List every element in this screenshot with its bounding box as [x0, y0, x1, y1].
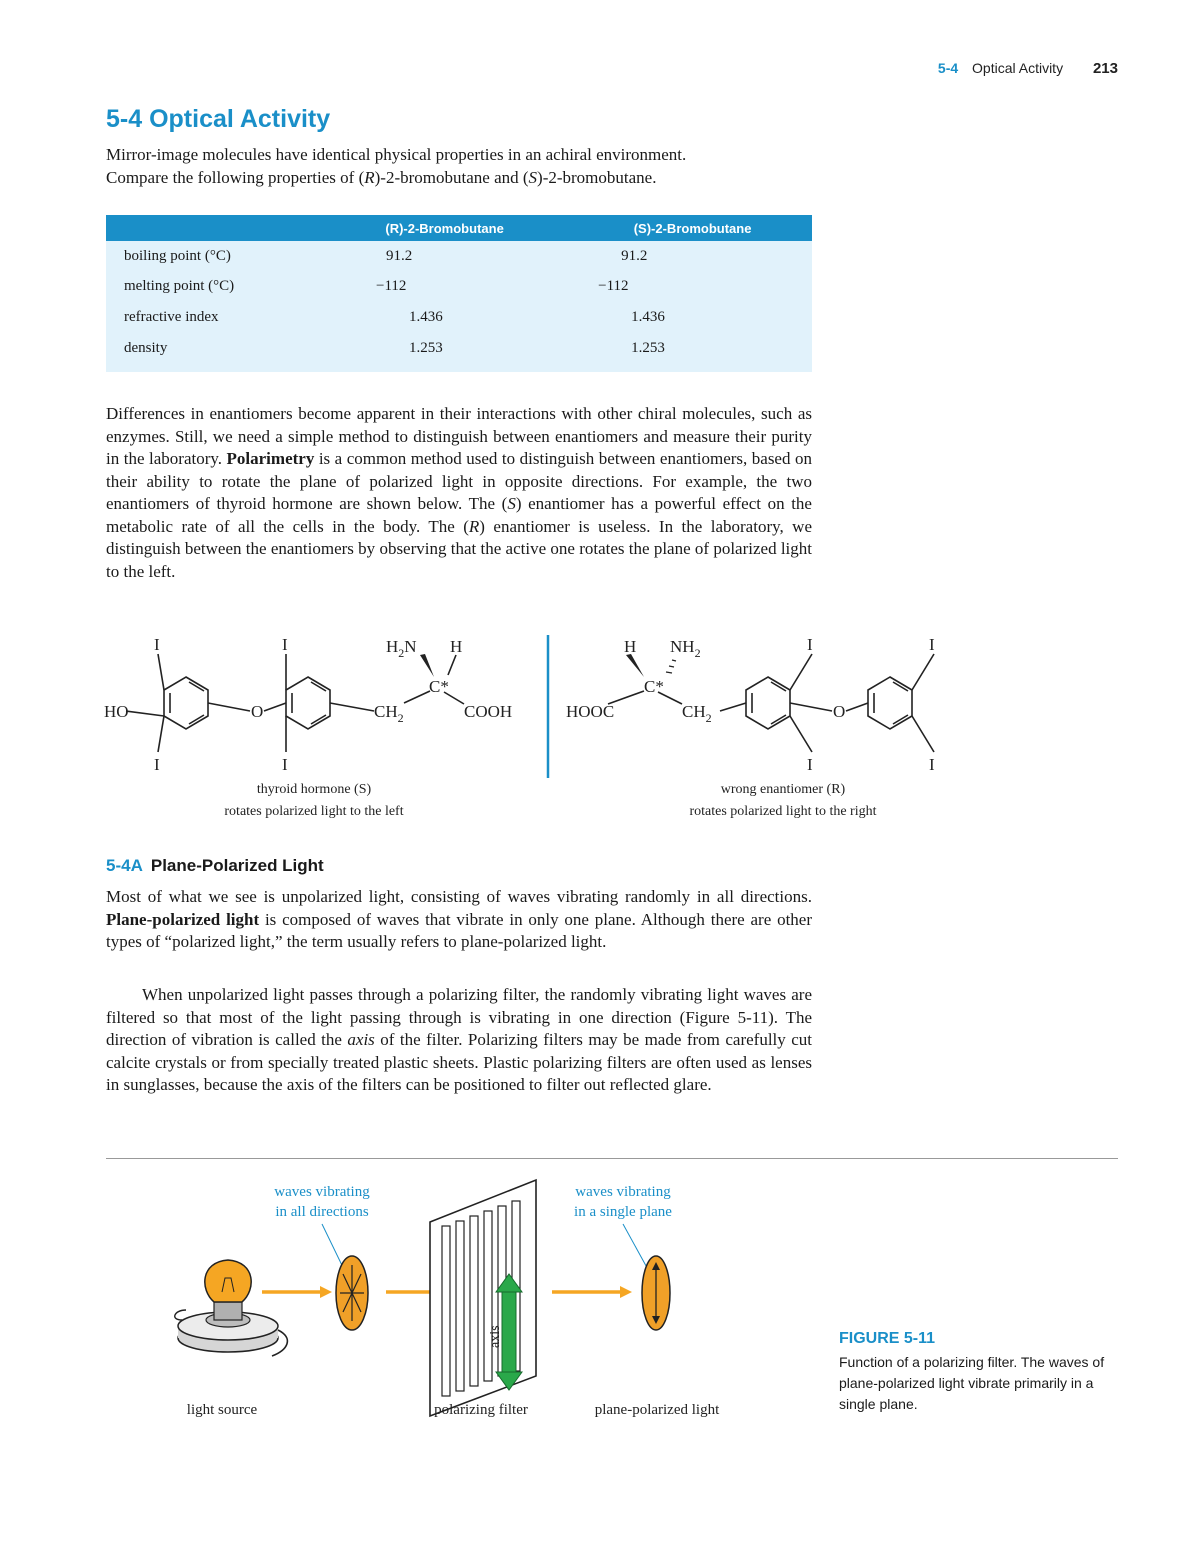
caption-wrong-enantiomer: wrong enantiomer (R)	[720, 782, 846, 797]
table-cell-r-value: 1.436	[409, 309, 443, 326]
label-light-source: light source	[186, 1402, 258, 1418]
table-cell-s-value: 1.436	[631, 309, 665, 326]
caption-thyroid-hormone: thyroid hormone (S)	[256, 782, 372, 797]
atom-iodine: I	[154, 755, 160, 774]
table-row	[106, 241, 812, 272]
atom-h2n: $H_2N$	[386, 637, 417, 660]
label-waves-all-2: in all directions	[275, 1204, 369, 1220]
table-cell-property: refractive index	[124, 309, 219, 326]
paragraph-plane-polarized: Most of what we see is unpolarized light, consisting of waves vibrating randomly in all directions. Plane-polarized light is composed of waves that vibrate in only one plane. Although there are other types of “polarized light,” the term usually refers to plane-polarized light.	[106, 887, 812, 951]
figure-caption	[839, 1330, 1129, 1415]
wedge-bond	[626, 654, 644, 677]
page-number: 213	[1092, 60, 1118, 77]
atom-oxygen: O	[833, 702, 846, 721]
table-cell-r-value: −112	[376, 278, 407, 295]
wedge-bond	[420, 654, 434, 677]
caption-rotates-right: rotates polarized light to the right	[689, 804, 877, 819]
paragraph-polarizing-filter: When unpolarized light passes through a polarizing filter, the randomly vibrating light waves are filtered so that most of the light passing through is vibrating in one direction (Figure 5-11). The direction of vibration is called the axis of the filter. Polarizing filters may be made from carefully cut calcite crystals or from specially treated plastic sheets. Plastic polarizing filters are often used as lenses in sunglasses, because the axis of the filters can be positioned to filter out reflected glare.	[106, 985, 812, 1094]
label-waves-single-1: waves vibrating	[575, 1184, 671, 1200]
term-plane-polarized-light: Plane-polarized light	[106, 909, 260, 929]
atom-oxygen: O	[251, 702, 264, 721]
table-cell-property: density	[124, 339, 168, 356]
intro-line1: Mirror-image molecules have identical physical properties in an achiral environment.	[106, 145, 687, 164]
atom-iodine: I	[282, 755, 288, 774]
table-cell-s-value: 91.2	[621, 247, 648, 264]
label-waves-all-1: waves vibrating	[274, 1184, 370, 1200]
section-title: 5-4 Optical Activity	[106, 105, 331, 133]
table-row	[106, 272, 812, 303]
atom-hydrogen: H	[450, 637, 463, 656]
figure-caption-text: Function of a polarizing filter. The waves of plane-polarized light vibrate primarily in a single plane.	[839, 1354, 1105, 1412]
atom-iodine: I	[807, 635, 813, 654]
atom-chiral-carbon: C*	[644, 677, 664, 696]
atom-iodine: I	[929, 635, 935, 654]
atom-iodine: I	[807, 755, 813, 774]
thyroid-hormone-structures	[96, 630, 935, 830]
table-row	[106, 333, 812, 372]
term-axis: axis	[347, 1030, 375, 1049]
label-waves-single-2: in a single plane	[574, 1204, 672, 1220]
running-head	[0, 60, 1118, 77]
axis-label: axis	[488, 1325, 503, 1348]
label-polarizing-filter: polarizing filter	[434, 1402, 528, 1418]
caption-rotates-left: rotates polarized light to the left	[224, 804, 404, 819]
table-header-blank	[106, 215, 316, 241]
atom-cooh: COOH	[464, 702, 513, 721]
running-head-section: 5-4	[937, 60, 959, 76]
unpolarized-wave-disk	[336, 1256, 368, 1330]
properties-table	[106, 215, 812, 372]
label-plane-polarized-light: plane-polarized light	[594, 1402, 720, 1418]
polarizing-filter-grid	[430, 1180, 536, 1416]
table-cell-s-value: 1.253	[631, 339, 665, 356]
atom-iodine: I	[929, 755, 935, 774]
term-polarimetry: Polarimetry	[226, 449, 315, 468]
table-header-s: (S)-2-Bromobutane	[573, 215, 812, 241]
paragraph-polarimetry: Differences in enantiomers become apparent in their interactions with other chiral molecules, such as enzymes. Still, we need a simple method to distinguish between enantiomers and measure their purity in the laboratory. Polarimetry is a common method used to distinguish between enantiomers, based on their ability to rotate the plane of polarized light in opposite directions. For example, the two enantiomers of thyroid hormone are shown below. The (S) enantiomer has a powerful effect on the metabolic rate of all the cells in the body. The (R) enantiomer is useless. In the laboratory, we distinguish between the enantiomers by observing that the active one rotates the plane of polarized light to the left.	[106, 404, 813, 581]
atom-hooc: HOOC	[566, 702, 615, 721]
table-header-r: (R)-2-Bromobutane	[316, 215, 573, 241]
figure-5-11	[100, 1170, 800, 1430]
atom-ch2: $CH_2$	[682, 702, 712, 725]
atom-iodine: I	[154, 635, 160, 654]
figure-divider	[106, 1158, 1118, 1159]
atom-iodine: I	[282, 635, 288, 654]
figure-label: FIGURE 5-11	[839, 1330, 936, 1347]
table-cell-r-value: 91.2	[386, 247, 413, 264]
table-cell-property: melting point (°C)	[124, 278, 235, 295]
table-cell-r-value: 1.253	[409, 339, 443, 356]
atom-ho: HO	[104, 702, 129, 721]
table-header-row	[106, 215, 812, 241]
subsection-number: 5-4A	[106, 856, 143, 875]
atom-hydrogen: H	[624, 637, 637, 656]
light-bulb-icon	[175, 1260, 288, 1356]
table-cell-s-value: −112	[598, 278, 629, 295]
polarized-wave-disk	[642, 1256, 670, 1330]
intro-paragraph: Mirror-image molecules have identical physical properties in an achiral environment. Compare the following properties of (R)-2-bromobutane and (S)-2-bromobutane.	[106, 145, 687, 187]
atom-chiral-carbon: C*	[429, 677, 449, 696]
subsection-heading	[106, 856, 324, 876]
atom-nh2: $NH_2$	[670, 637, 701, 660]
atom-ch2: $CH_2$	[374, 702, 404, 725]
subsection-title: Plane-Polarized Light	[150, 856, 324, 875]
running-head-title: Optical Activity	[972, 60, 1064, 76]
table-row	[106, 302, 812, 333]
table-cell-property: boiling point (°C)	[124, 247, 231, 264]
